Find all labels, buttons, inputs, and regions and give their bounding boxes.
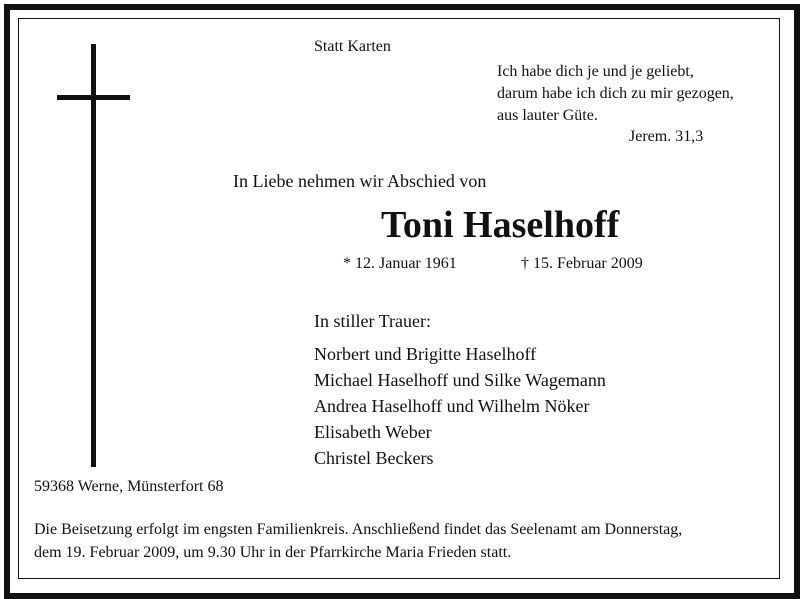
- mourner-name: Andrea Haselhoff und Wilhelm Nöker: [314, 396, 590, 416]
- bible-verse: [497, 61, 734, 127]
- verse-line: darum habe ich dich zu mir gezogen,: [497, 85, 734, 102]
- mourner-name: Norbert und Brigitte Haselhoff: [314, 344, 537, 364]
- birth-date: * 12. Januar 1961: [343, 255, 457, 272]
- mourners-list: [314, 341, 606, 471]
- intro-text: In Liebe nehmen wir Abschied von: [233, 171, 487, 191]
- mourner-name: Christel Beckers: [314, 448, 434, 468]
- death-date: † 15. Februar 2009: [521, 255, 643, 272]
- mourner-name: Elisabeth Weber: [314, 422, 432, 442]
- mourning-heading: In stiller Trauer:: [314, 311, 431, 331]
- funeral-note-line-1: Die Beisetzung erfolgt im engsten Familienkreis. Anschließend findet das Seelenamt am Donnerstag,: [34, 521, 683, 538]
- verse-reference: Jerem. 31,3: [629, 128, 704, 145]
- funeral-note-line-2: dem 19. Februar 2009, um 9.30 Uhr in der Pfarrkirche Maria Frieden statt.: [34, 544, 512, 561]
- cross-horizontal-bar: [57, 95, 130, 100]
- deceased-name: Toni Haselhoff: [381, 204, 620, 246]
- mourner-name: Michael Haselhoff und Silke Wagemann: [314, 370, 606, 390]
- address: 59368 Werne, Münsterfort 68: [34, 478, 224, 495]
- verse-line: aus lauter Güte.: [497, 107, 598, 124]
- cross-vertical-bar: [91, 44, 96, 467]
- verse-line: Ich habe dich je und je geliebt,: [497, 63, 694, 80]
- header-statt-karten: Statt Karten: [314, 38, 391, 55]
